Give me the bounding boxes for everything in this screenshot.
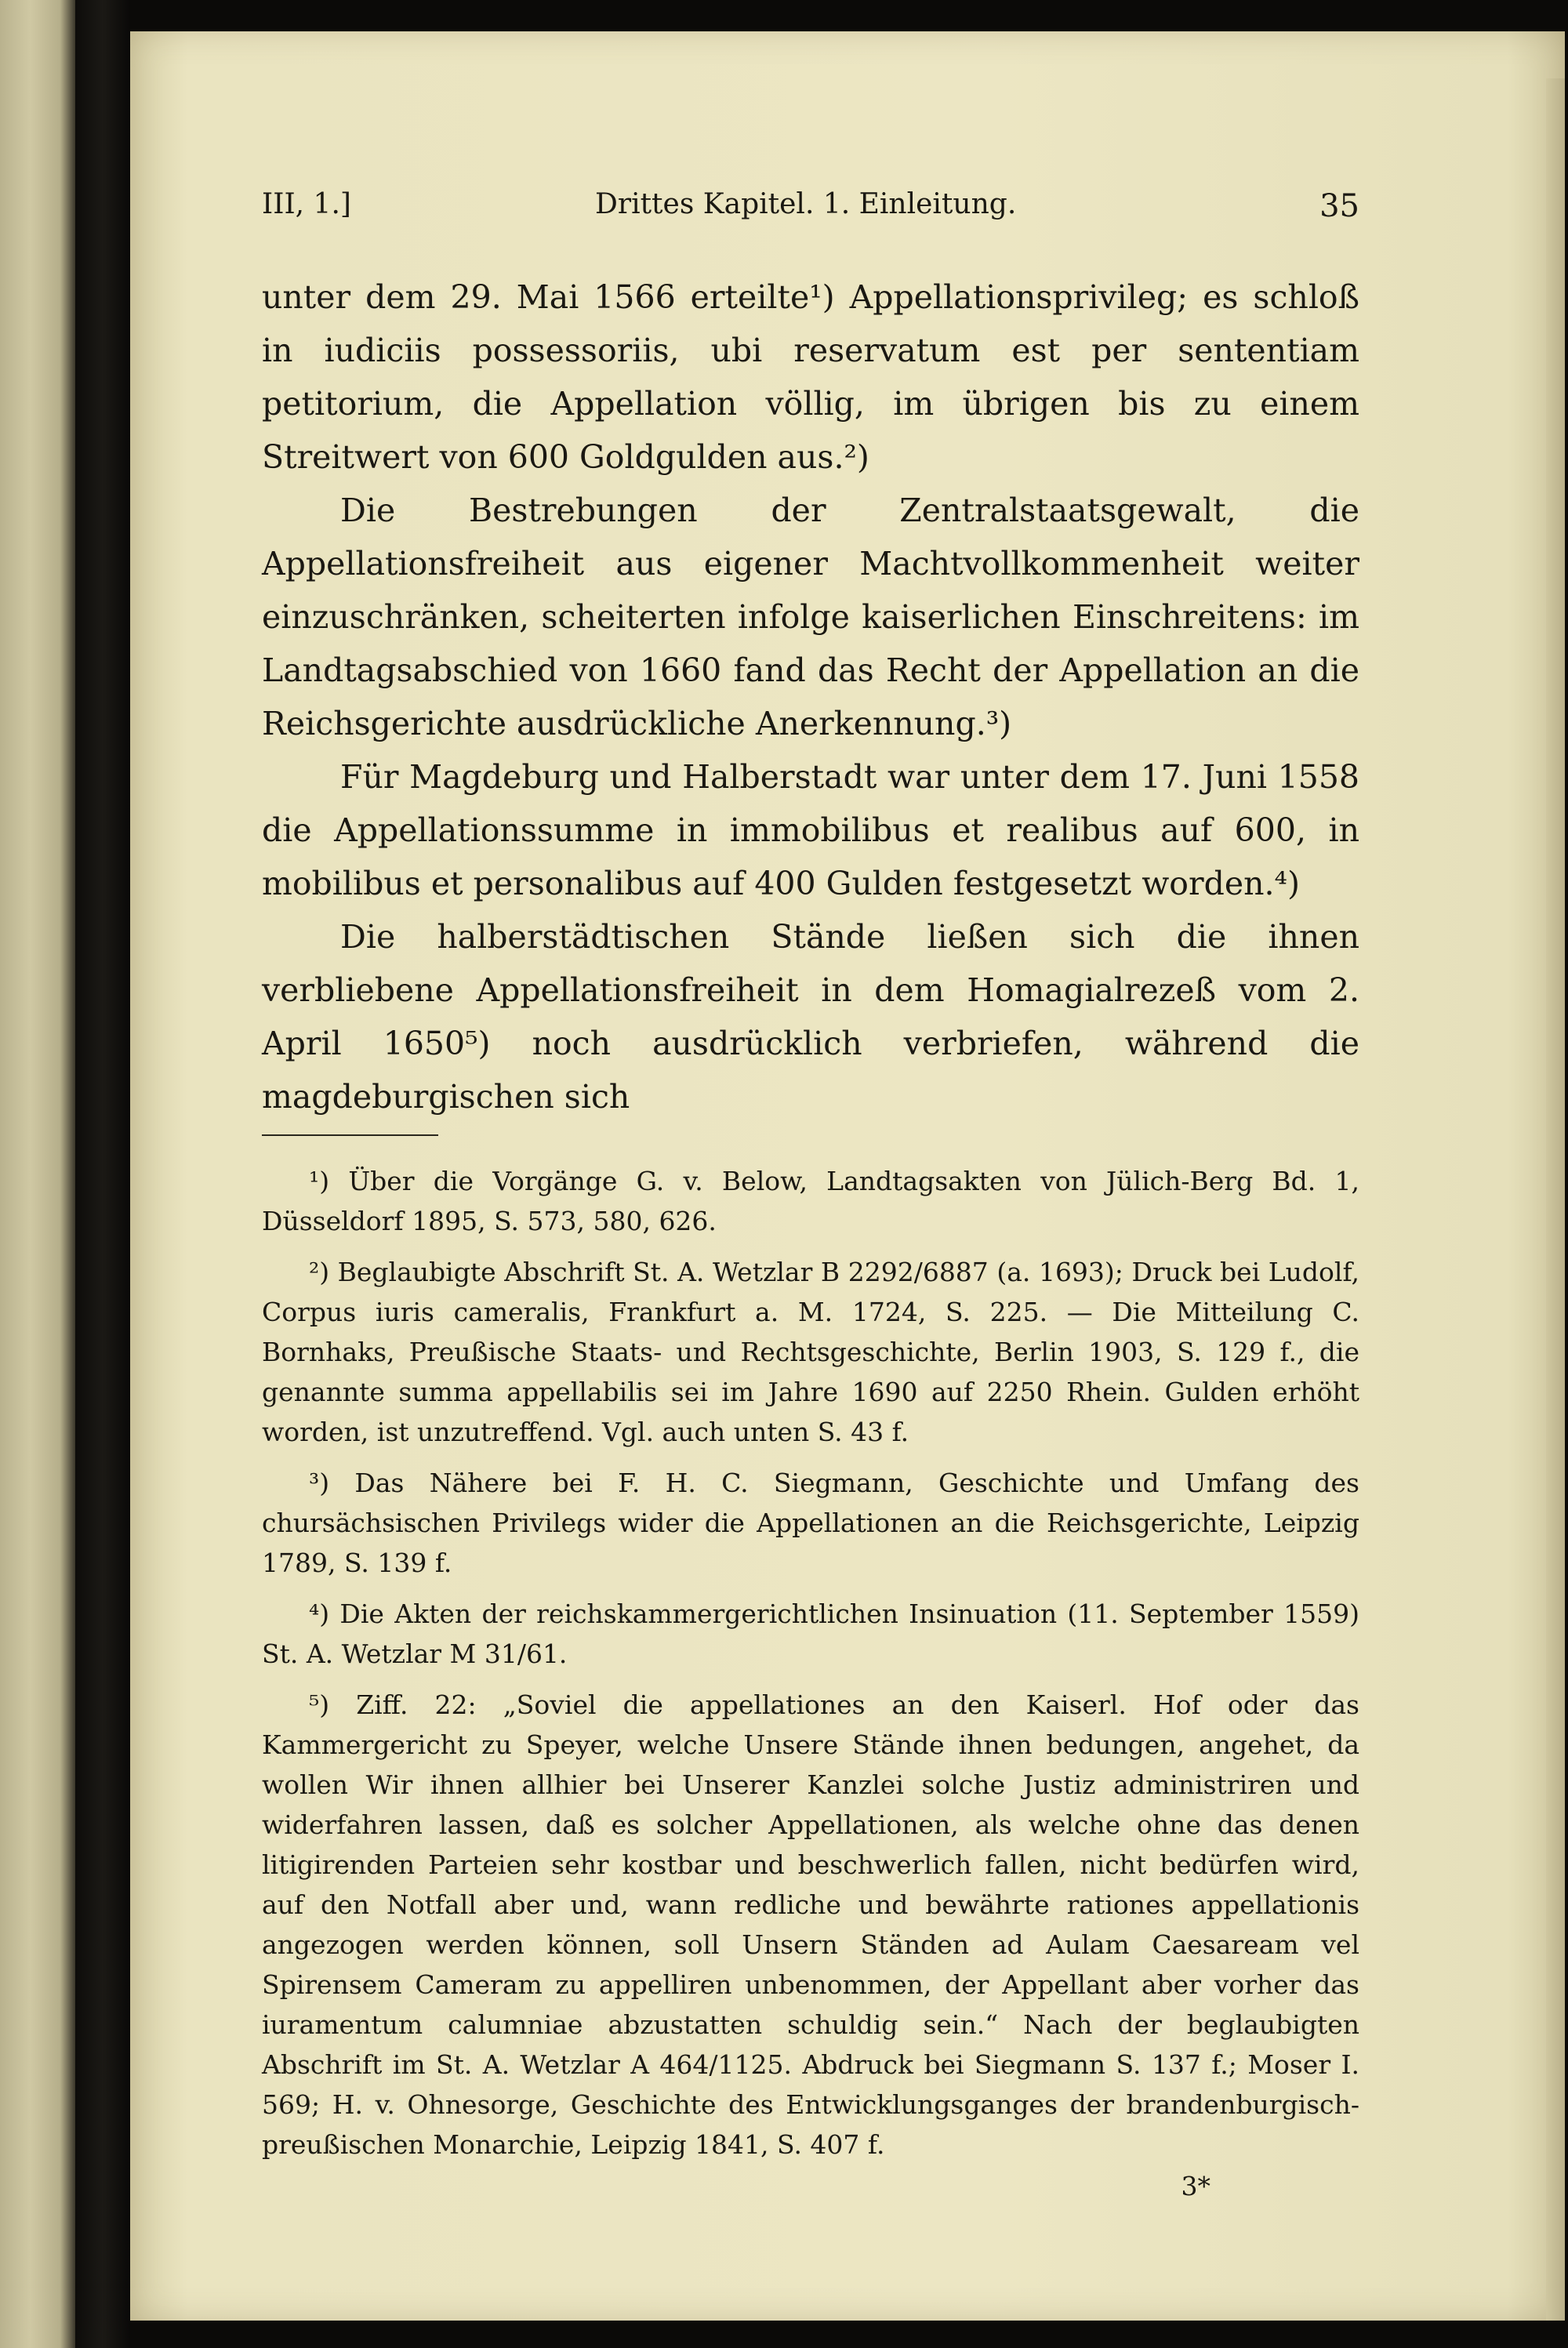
page-number: 35: [1319, 188, 1359, 224]
footnote: ⁴) Die Akten der reichskammergerichtlichen Insinuation (11. September 1559) St. A. Wetzlar M 31/61.: [262, 1599, 1359, 1669]
running-head: [262, 188, 1359, 235]
paragraph: unter dem 29. Mai 1566 erteilte¹) Appellationsprivileg; es schloß in iudiciis possessoriis, ubi reservatum est per sententiam petitorium, die Appellation völlig, im übrigen bis zu einem Streitwert von 600 Goldgulden aus.²): [262, 278, 1359, 476]
book-gutter: [75, 0, 130, 2348]
paragraph: Die halberstädtischen Stände ließen sich die ihnen verbliebene Appellationsfreiheit in dem Homagialrezeß vom 2. April 1650⁵) noch ausdrücklich verbriefen, während die magdeburgischen sich: [262, 918, 1359, 1116]
running-head-chapter: Drittes Kapitel. 1. Einleitung.: [595, 188, 1017, 220]
footnote: ⁵) Ziff. 22: „Soviel die appellationes an den Kaiserl. Hof oder das Kammergericht zu Speyer, welche Unsere Stände ihnen bedungen, angehet, da wollen Wir ihnen allhier bei Unserer Kanzlei solche Justiz administriren und widerfahren lassen, daß es solcher Appellationen, als welche ohne das denen litigirenden Parteien sehr kostbar und beschwerlich fallen, nicht bedürfen wird, auf den Notfall aber und, wann redliche und bewährte rationes appellationis angezogen werden können, soll Unsern Ständen ad Aulam Caesaream vel Spirensem Cameram zu appelliren unbenommen, der Appellant aber vorher das iuramentum calumniae abzustatten schuldig sein.“ Nach der beglaubigten Abschrift im St. A. Wetzlar A 464/1125. Abdruck bei Siegmann S. 137 f.; Moser I. 569; H. v. Ohnesorge, Geschichte des Entwicklungsganges der brandenburgisch-preußischen Monarchie, Leipzig 1841, S. 407 f.: [262, 1689, 1359, 2160]
main-text: [262, 270, 1359, 1123]
left-page-edge: [0, 0, 75, 2348]
signature-mark: 3*: [1181, 2171, 1210, 2201]
page-edge-shadow: [1546, 78, 1565, 2321]
footnote-rule: [262, 1134, 438, 1136]
paragraph: Für Magdeburg und Halberstadt war unter dem 17. Juni 1558 die Appellationssumme in immobilibus et realibus auf 600, in mobilibus et personalibus auf 400 Gulden festgesetzt worden.⁴): [262, 758, 1359, 902]
running-head-section: III, 1.]: [262, 188, 351, 220]
footnote: ²) Beglaubigte Abschrift St. A. Wetzlar B 2292/6887 (a. 1693); Druck bei Ludolf, Corpus iuris cameralis, Frankfurt a. M. 1724, S. 225. — Die Mitteilung C. Bornhaks, Preußische Staats- und Rechtsgeschichte, Berlin 1903, S. 129 f., die genannte summa appellabilis sei im Jahre 1690 auf 2250 Rhein. Gulden erhöht worden, ist unzutreffend. Vgl. auch unten S. 43 f.: [262, 1257, 1359, 1447]
book-page: [130, 31, 1565, 2321]
footnotes: [262, 1161, 1359, 2206]
footnote: ¹) Über die Vorgänge G. v. Below, Landtagsakten von Jülich-Berg Bd. 1, Düsseldorf 1895, S. 573, 580, 626.: [262, 1166, 1359, 1236]
footnote: ³) Das Nähere bei F. H. C. Siegmann, Geschichte und Umfang des chursächsischen Privilegs wider die Appellationen an die Reichsgerichte, Leipzig 1789, S. 139 f.: [262, 1468, 1359, 1578]
page-content: [262, 188, 1359, 2206]
paragraph: Die Bestrebungen der Zentralstaatsgewalt, die Appellationsfreiheit aus eigener Machtvollkommenheit weiter einzuschränken, scheiterten infolge kaiserlichen Einschreitens: im Landtagsabschied von 1660 fand das Recht der Appellation an die Reichsgerichte ausdrückliche Anerkennung.³): [262, 492, 1359, 742]
